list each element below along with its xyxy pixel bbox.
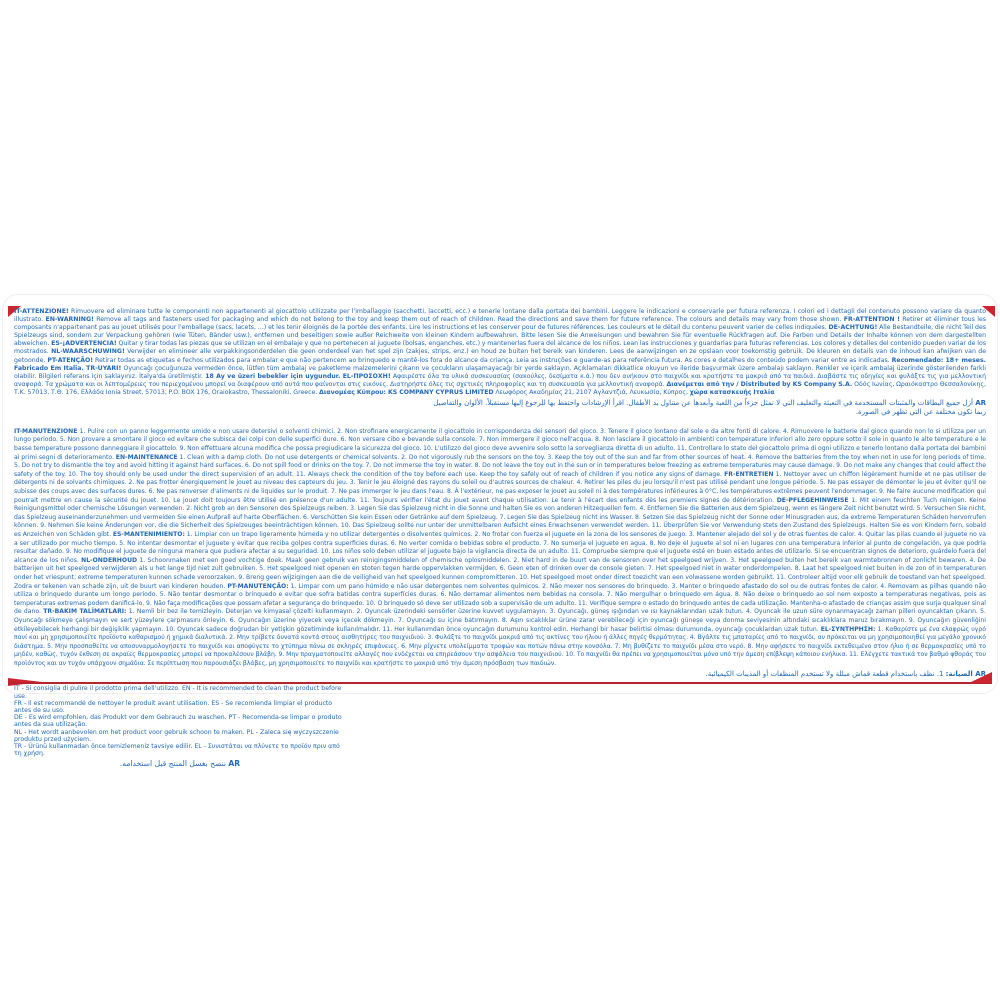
cut-line-wedge-right-icon [969,672,992,683]
cleaning-recommendations [14,685,346,768]
cleaning-line-tr-el: TR - Ürünü kullanmadan önce temizlemeniz tavsiye edilir. EL - Συνιστάται να πλύνετε το προϊόν πριν από τη χρήση. [14,743,340,758]
cleaning-line-nl-pl: NL - Het wordt aanbevolen om het product voor gebruik schoon te maken. PL - Zaleca się wyczyszczenie produktu przed użyciem. [14,728,339,743]
cleaning-arabic-line: AR ننصح بغسل المنتج قبل استخدامه. [119,758,241,768]
red-cut-line [8,682,992,684]
maintenance-arabic-line: AR الصيانة: 1. نظف باستخدام قطعة قماش مبللة ولا تستخدم المنظفات أو المذيبات الكيميائية. [705,670,986,679]
cleaning-line-it-en: IT - Si consiglia di pulire il prodotto prima dell'utilizzo. EN - It is recommended to clean the product before use. [14,685,342,700]
warnings-paragraph: IT-ATTENZIONE! Rimuovere ed eliminare tutte le componenti non appartenenti al giocattolo utilizzate per l'imballaggio (sacchetti, laccetti, ecc.) e tenerle lontane dalla portata dei bambini. Leggere le indicazioni e conservarle per futura referenza. I colori ed i dettagli del contenuto possono variare da quanto illustrato. EN-WARNING! Remove all tags and fasteners used for packaging and which do not belong to the toy and keep them out of reach of children. Read the directions and save them for future reference. The colours and details may vary from those shown. FR-ATTENTION ! Retirer et éliminer tous les composants n'appartenant pas au jouet utilisés pour l'emballage (sacs, lacets, …) et les tenir éloignés de la portée des enfants. Lire les instructions et les conserver pour de futures références. Les couleurs et le détail du contenu peuvent varier de celles indiquées. DE-ACHTUNG! Alle Bestandteile, die nicht Teil des Spielzeugs sind, sondern zur Verpackung gehören (wie Tüten, Bänder usw.), entfernen und beseitigen sowie außer Reichweite von kleinen Kindern aufbewahren. Bitte lesen Sie die Anweisungen und bewahren Sie für eventuelle Rückfragen auf. Die Farben und Details der Inhalte können von dem dargestellten abweichen. ES-¡ADVERTENCIA! Quitar y tirar todas las piezas que se utilizan en el embalaje y que no pertenecen al juguete (bolsas, enganches, etc.) y mantenerlas fuera del alcance de los niños. Lean las instrucciones y guardarlas para futuras referencias. Los colores y detalles del contenido pueden variar de los mostrados. NL-WAARSCHUWING! Verwijder en elimineer alle verpakkingsonderdelen die geen onderdeel van het spel zijn (zakjes, strips, enz.) en houd ze buiten het bereik van kinderen. Lees de aanwijzingen en ze opslaan voor toekomstig gebruik. De kleuren en details van de inhoud kan afwijken van de getoonde. PT-ATENÇÃO! Retirar todas as etiquetas e fechos utilizados para embalar e que não pertencem ao brinquedo e mantê-los fora do alcance da criança. Leia as instruções e guarde-as para referência futura. As cores e detalhes do conteúdo podem variar entre as indicadas. Recomendado: 18+ meses. Fabricado Em Italia. TR-UYARI! Oyuncağı çocuğunuza vermeden önce, lütfen tüm ambalaj ve paketleme malzemelerini çıkarın ve çocukların ulaşamayacağı bir yerde saklayın. Açıklamaları dikkatlice okuyun ve ileride başvurmak üzere ambalajı saklayın. Renkler ve içerik ambalaj üzerinde gösterilenden farklı olabilir. Bilgileri referans için saklayınız. İtalya'da üretilmiştir. 18 Ay ve üzeri bebekler için uygundur. EL-ΠΡΟΣΟΧΗ! Αφαιρέστε όλα τα υλικά συσκευασίας (σακούλες, δεσίματα κ.ά.) που δεν ανήκουν στο παιχνίδι και κρατήστε τα μακριά από τα παιδιά. Διαβάστε τις οδηγίες και φυλάξτε τις για μελλοντική αναφορά. Τα χρώματα και οι λεπτομέρειες του περιεχομένου μπορεί να διαφέρουν από αυτά που φαίνονται στις εικόνες. Διατηρήστε όλες τις σχετικές πληροφορίες και τη συσκευασία για μελλοντική αναφορά. Διανέμεται από την / Distributed by KS Company S.A. Οδός Ιωνίας, Ωραιόκαστρο Θεσσαλονίκης, Τ.Κ. 57013, Τ.Θ. 176, Ελλάδα Ionia Street, 57013, P.O. BOX 176, Oraiokastro, Thessaloniki, Greece. Διανομέας Κύπρου: KS COMPANY CYPRUS LIMITED Λεωφόρος Ακαδημίας 21, 2107 Αγλαντζιά, Λευκωσία, Κύπρος, χώρα κατασκευής Ιταλία [14,308,987,396]
cleaning-line-fr-es: FR - Il est recommandé de nettoyer le produit avant utilisation. ES - Se recomienda limpiar el producto antes de su uso. [14,699,333,715]
warnings-arabic-paragraph: AR أزل جميع البطاقات والمثبتات المستخدمة في التعبئة والتغليف التي لا تمثل جزءاً من اللعبة وأبعدها عن متناول يد الأطفال. اقرأ الإرشادات واحتفظ بها للرجوع إليها مستقبلاً. الألوان والتفاصيل ربما تكون مختلفة عن التي تظهر في الصورة. [433,399,986,417]
cleaning-line-de-pt: DE - Es wird empfohlen, das Produkt vor dem Gebrauch zu waschen. PT - Recomenda-se limpar o produto antes da sua utilização. [14,714,342,729]
maintenance-paragraph: IT-MANUTENZIONE 1. Pulire con un panno leggermente umido e non usare detersivi o solventi chimici. 2. Non strofinare energicamente il giocattolo in corrispondenza dei sensori del gioco. 3. Tenere il gioco lontano dal sole e da altre fonti di calore. 4. Rimuovere le batterie dal gioco quando non lo si utilizza per un lungo periodo. 5. Non provare a smontare il gioco ed evitare che subisca dei colpi con delle superfici dure. 6. Non versare cibo e bevande sulla console. 7. Non immergere il gioco nell'acqua. 8. Non lasciare il giocattolo in ambienti con temperature inferiori allo zero oppure sotto il sole in quanto le alte temperature e le basse temperature possono danneggiare il giocattolo. 9. Non effettuare alcuna modifica che possa pregiudicare la sicurezza del gioco. 10. L'utilizzo del gioco deve avvenire solo sotto la sorveglianza diretta di un adulto. 11. Controllare lo stato del giocattolo prima di ogni utilizzo e tenerlo lontano dalla portata dei bambini ai primi segni di deterioramento. EN-MAINTENANCE 1. Clean with a damp cloth. Do not use detergents or chemical solvents. 2. Do not vigorously rub the sensors on the toy. 3. Keep the toy out of the sun and far from other sources of heat. 4. Remove the batteries from the toy when not in use for long periods of time. 5. Do not try to dismantle the toy and avoid hitting it against hard surfaces. 6. Do not spill food or drinks on the toy. 7. Do not immerse the toy in water. 8. Do not leave the toy out in the sun or in temperatures below freezing as extreme temperatures may cause damage. 9. Do not make any changes that could affect the safety of the toy. 10. The toy should only be used under the direct supervision of an adult. 11. Always check the condition of the toy before each use. Keep the toy safely out of reach of children if you notice any signs of damage. FR-ENTRETIEN 1. Nettoyer avec un chiffon légèrement humide et ne pas utiliser de détergents ni de solvants chimiques. 2. Ne pas frotter énergiquement le jouet au niveau des capteurs du jeu. 3. Tenir le jeu éloigné des rayons du soleil ou d'autres sources de chaleur. 4. Retirer les piles du jeu lorsqu'il n'est pas utilisé pendant une longue période. 5. Ne pas essayer de démonter le jeu et éviter qu'il ne subisse des coups avec des surfaces dures. 6. Ne pas renverser d'aliments ni de liquides sur le produit. 7. Ne pas immerger le jeu dans l'eau. 8. À l'extérieur, ne pas exposer le jouet au soleil ni à des températures inférieures à 0°C, les températures extrêmes peuvent l'endommager. 9. Ne faire aucune modification qui pourrait mettre en cause la sécurité du jouet. 10. Le jouet doit toujours être utilisé en présence d'un adulte. 11. Toujours vérifier l'état du jouet avant chaque utilisation. Le tenir à l'écart des enfants dès les premiers signes de détérioration. DE-PFLEGEHINWEISE 1. Mit einem feuchten Tuch reinigen. Keine Reinigungsmittel oder chemische Lösungen verwenden. 2. Nicht grob an den Sensoren des Spielzeugs reiben. 3. Legen Sie das Spielzeug nicht in die Sonne und halten Sie es von anderen Hitzequellen fern. 4. Entfernen Sie die Batterien aus dem Spielzeug, wenn es längere Zeit nicht benutzt wird. 5. Versuchen Sie nicht, das Spielzeug auseinanderzunehmen und vermeiden Sie einen Aufprall auf harte Oberflächen. 6. Verschütten Sie kein Essen oder Getränke auf dem Spielzeug. 7. Legen Sie das Spielzeug nicht ins Wasser. 8. Setzen Sie das Spielzeug nicht der Sonne oder Minusgraden aus, da extreme Temperaturen Schäden hervorrufen können. 9. Nehmen Sie keine Änderungen vor, die die Sicherheit des Spielzeuges beeinträchtigen können. 10. Das Spielzeug sollte nur unter der unmittelbaren Aufsicht eines Erwachsenen verwendet werden. 11. Überprüfen Sie vor Verwendung stets den Zustand des Spielzeugs. Halten Sie es von Kindern fern, sobald es Anzeichen von Schäden gibt. ES-MANTENIMIENTO: 1. Limpiar con un trapo ligeramente húmeda y no utilizar detergentes o disolventes químicos. 2. No frotar con fuerza el juguete en la zona de los sensores de juego. 3. Mantener alejado del sol y de otras fuentes de calor. 4. Quitar las pilas cuando el juguete no va a ser utilizado por mucho tiempo. 5. No intentar desmontar el juguete y evitar que reciba golpes contra superficies duras. 6. No verter comida o bebidas sobre el producto. 7. No sumerja el juguete en agua. 8. No deje el juguete al sol ni en lugares con una temperatura inferior al punto de congelación, ya que podría resultar dañado. 9. No modifique el juguete de ninguna manera que pudiera afectar a su seguridad. 10. Los niños solo deben utilizar el juguete bajo la vigilancia directa de un adulto. 11. Compruebe siempre que el juguete esté en buen estado antes de utilizarlo. Si se encuentran signos de deterioro, guárdelo fuera del alcance de los niños. NL-ONDERHOUD 1. Schoonmaken met een goed vochtige doek. Maak geen gebruik van reinigingsmiddelen of chemische oplosmiddelen. 2. Niet hard in de buurt van de sensoren over het speelgoed wrijven. 3. Het speelgoed buiten het bereik van warmtebronnen of zonlicht bewaren. 4. De batterijen uit het speelgoed verwijderen als u het lange tijd niet zult gebruiken. 5. Het speelgoed niet openen en stoten tegen harde oppervlakken vermijden. 6. Geen eten of drinken over de console gieten. 7. Het speelgoed niet in water onderdompelen. 8. Laat het speelgoed niet buiten in de zon of in temperaturen onder het vriespunt; extreme temperaturen kunnen schade veroorzaken. 9. Breng geen wijzigingen aan die de veiligheid van het speelgoed kunnen compromitteren. 10. Het speelgoed moet onder direct toezicht van een volwassene worden gebruikt. 11. Controleer altijd voor elk gebruik de toestand van het speelgoed. Zodra er tekenen van schade zijn, uit de buurt van kinderen houden. PT-MANUTENÇÃO: 1. Limpar com um pano húmido e não usar detergentes nem solventes químicos. 2. Não mexer nos sensores do brinquedo. 3. Manter o brinquedo afastado do sol ou de outras fontes de calor. 4. Removam as pilhas quando não utiliza o brinquedo durante um longo período. 5. Não tentar desmontar o brinquedo e evitar que sofra batidas contra superfícies duras. 6. Não derramar alimentos nem bebidas na consola. 7. Não mergulhar o brinquedo em água. 8. Não deixe o brinquedo ao sol nem exposto a temperaturas negativas, pois as temperaturas extremas podem danificá-lo. 9. Não faça modificações que possam afetar a segurança do brinquedo. 10. O brinquedo só deve ser utilizado sob a supervisão de um adulto. 11. Verifique sempre o estado do brinquedo antes de cada utilização. Mantenha-o afastado de crianças assim que surja qualquer sinal de dano. TR-BAKIM TALİMATLARI: 1. Nemli bir bez ile temizleyin. Deterjan ve kimyasal çözelti kullanmayın. 2. Oyuncak üzerindeki sensörler üzerine kuvvet uygulamayın. 3. Oyuncağı, güneş ışığından ve ısı kaynaklarından uzak tutun. 4. Oyuncak ile uzun süre oynanmayacağı zaman pilleri oyuncaktan çıkarın. 5. Oyuncağı sökmeye çalışmayın ve sert yüzeylere çarpmasını önleyin. 6. Oyuncağın üzerine yiyecek veya içecek dökmeyin. 7. Oyuncağı su içine batırmayın. 8. Aşırı sıcaklıklar ürüne zarar verebileceği için oyuncağı güneşe veya donma seviyesinin altındaki sıcaklıklara maruz bırakmayın. 9. Oyuncağın güvenliğini etkileyebilecek herhangi bir değişiklik yapmayın. 10. Oyuncak sadece doğrudan bir yetişkin gözetiminde kullanılmalıdır. 11. Her kullanımdan önce oyuncağın durumunu kontrol edin. Herhangi bir hasar belirtisi olması durumunda, oyuncağı çocuklardan uzak tutun. EL-ΣΥΝΤΗΡΗΣΗ: 1. Καθαρίστε με ένα ελαφρώς υγρό πανί και μη χρησιμοποιείτε προϊόντα καθαρισμού ή χημικά διαλυτικά. 2. Μην τρίβετε δυνατά κοντά στους αισθητήρες του παιχνιδιού. 3. Φυλάξτε το παιχνίδι μακριά από τις ακτίνες του ήλιου ή άλλες πηγές θερμότητας. 4. Βγάλτε τις μπαταρίες από το παιχνίδι, αν πρόκειται να μη χρησιμοποιηθεί για μεγάλο χρονικό διάστημα. 5. Μην προσπαθείτε να αποσυναρμολογήσετε το παιχνίδι και αποφύγετε το χτύπημα πάνω σε σκληρές επιφάνειες. 6. Μην ρίχνετε υπολείμματα τροφών και ποτών πάνω στην κονσόλα. 7. Μη βυθίζετε το παιχνίδι μέσα στο νερό. 8. Μην αφήσετε το παιχνίδι εκτεθειμένο στον ήλιο ή σε θερμοκρασίες υπό το μηδέν, καθώς, τυχόν έκθεση σε ακραίες θερμοκρασίες μπορεί να προκαλέσουν βλάβη. 9. Μην πραγματοποιείτε αλλαγές που ενδέχεται να επηρεάσουν την ασφάλεια του παιχνιδιού. 10. Το παιχνίδι θα πρέπει να χρησιμοποιείται μόνο υπό την άμεση επίβλεψη κάποιου ενήλικα. 11. Ελέγχετε τακτικά τον βαθμό φθοράς του προϊόντος και αν τυχόν υπάρχουν σημάδια. Σε περίπτωση που παρουσιάζει βλάβες, μη χρησιμοποιείτε το παιχνίδι και κρατήστε το μακριά από την άμεση πρόσβαση των παιδιών. [14,427,987,667]
panel-text-content [14,308,986,769]
